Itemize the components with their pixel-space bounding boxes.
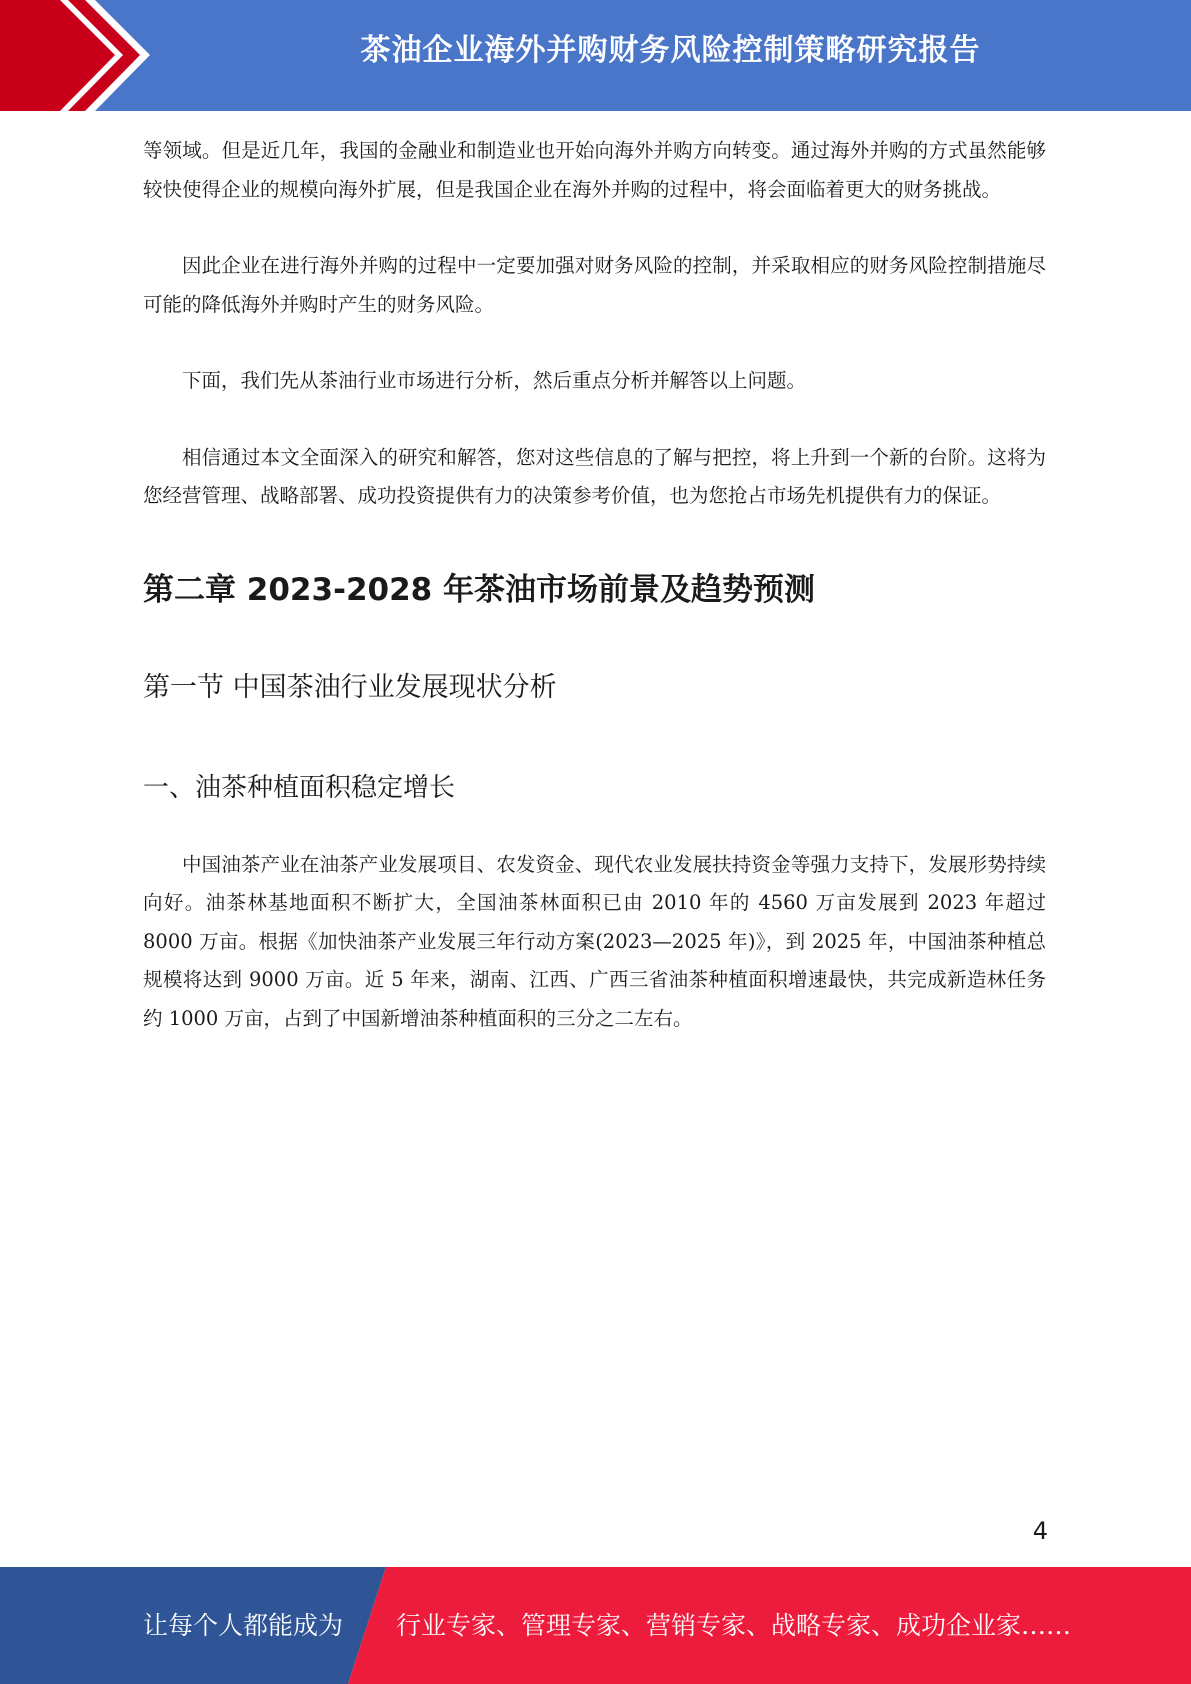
subsection-title: 一、油茶种植面积稳定增长 [143,772,456,803]
footer-banner [0,1567,1191,1684]
page-content [143,132,1046,1038]
page-number: 4 [1032,1517,1048,1545]
report-title: 茶油企业海外并购财务风险控制策略研究报告 [360,33,981,68]
header-banner [0,0,1191,111]
paragraph-intro-4: 相信通过本文全面深入的研究和解答，您对这些信息的了解与把控，将上升到一个新的台阶。这将为您经营管理、战略部署、成功投资提供有力的决策参考价值，也为您抢占市场先机提供有力的保证。 [143,445,1046,507]
paragraph-intro-3: 下面，我们先从茶油行业市场进行分析，然后重点分析并解答以上问题。 [182,369,807,392]
header-chevron-decoration [0,0,160,111]
chapter-title: 第二章 2023-2028 年茶油市场前景及趋势预测 [143,571,816,608]
paragraph-intro-1: 等领域。但是近几年，我国的金融业和制造业也开始向海外并购方向转变。通过海外并购的方式虽然能够较快使得企业的规模向海外扩展，但是我国企业在海外并购的过程中，将会面临着更大的财务挑战。 [143,139,1046,201]
footer-slogan-left: 让每个人都能成为 [143,1611,344,1640]
paragraph-planting-area: 中国油茶产业在油茶产业发展项目、农发资金、现代农业发展扶持资金等强力支持下，发展形势持续向好。油茶林基地面积不断扩大，全国油茶林面积已由 2010 年的 4560 万亩发展到 2023 年超过 8000 万亩。根据《加快油茶产业发展三年行动方案(2023—2025 年)》，到 2025 年，中国油茶种植总规模将达到 9000 万亩。近 5 年来，湖南、江西、广西三省油茶种植面积增速最快，共完成新造林任务约 1000 万亩，占到了中国新增油茶种植面积的三分之二左右。 [143,852,1046,1030]
paragraph-intro-2: 因此企业在进行海外并购的过程中一定要加强对财务风险的控制，并采取相应的财务风险控制措施尽可能的降低海外并购时产生的财务风险。 [143,254,1046,316]
footer-slogan-right: 行业专家、管理专家、营销专家、战略专家、成功企业家…… [396,1611,1072,1640]
section-title: 第一节 中国茶油行业发展现状分析 [143,671,557,703]
